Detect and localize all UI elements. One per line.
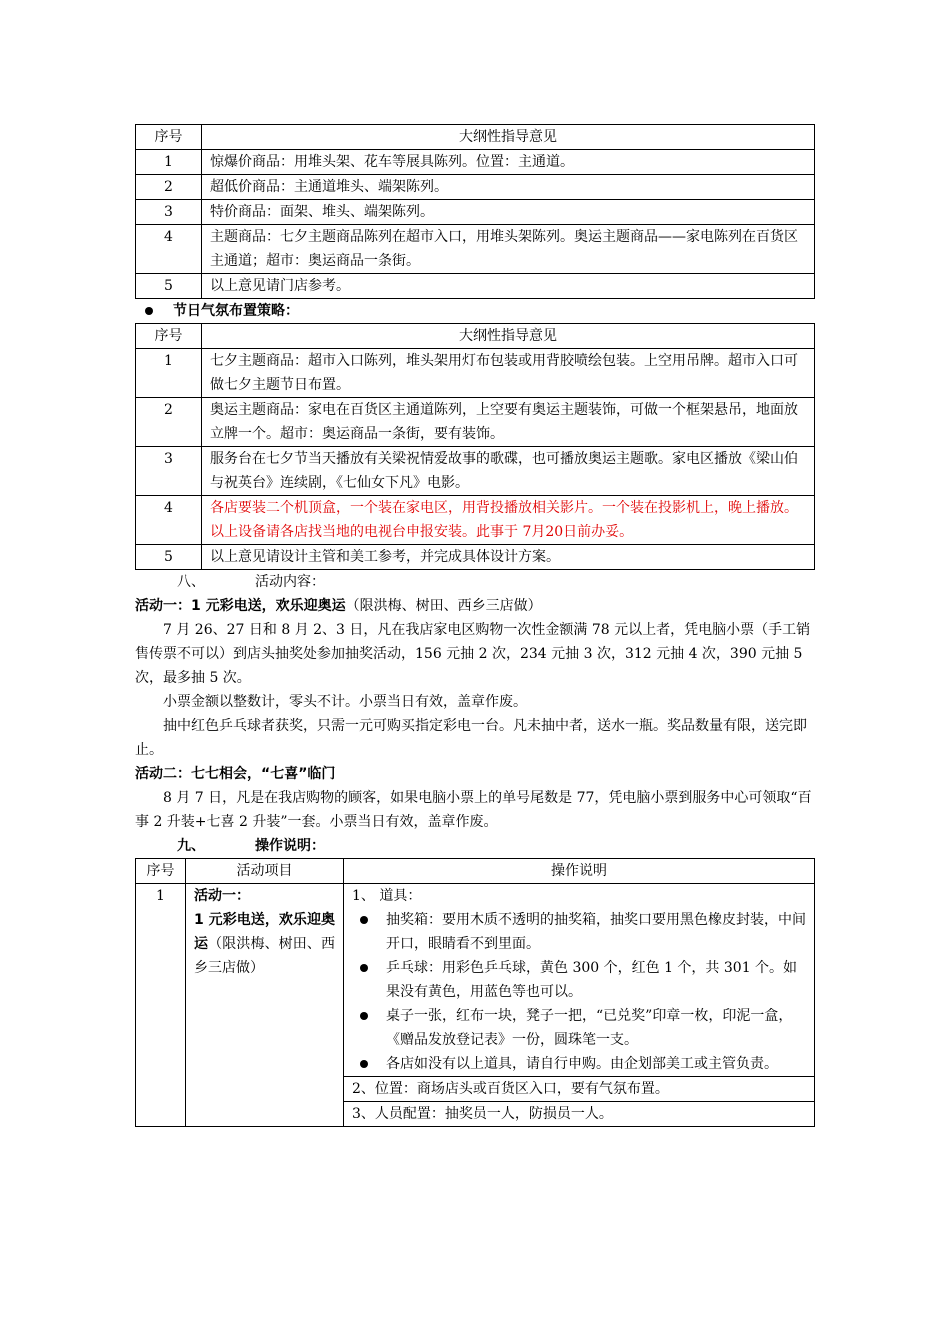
list-item: [352, 908, 806, 956]
col-header-num: 序号: [136, 125, 202, 150]
table-row: [136, 349, 815, 398]
activity-1-title-scope: （限洪梅、树田、西乡三店做）: [345, 598, 542, 614]
activity-1-paragraph: 7 月 26、27 日和 8 月 2、3 日，凡在我店家电区购物一次性金额满 78 元以上者，凭电脑小票（手工销售传票不可以）到店头抽奖处参加抽奖活动，156 元抽 2 次，234 元抽 3 次，312 元抽 4 次，390 元抽 5 次，最多抽 5 次。: [135, 622, 811, 686]
table-row: [136, 884, 815, 1077]
col-header-operation: 操作说明: [344, 859, 815, 884]
project-title-2: [194, 908, 335, 980]
row-num: 1: [136, 349, 202, 398]
festival-section-heading: [135, 299, 815, 323]
table-row: [136, 398, 815, 447]
section-title: 活动内容：: [255, 574, 325, 590]
tool-text: 抽奖箱：要用木质不透明的抽奖箱，抽奖口要用黑色橡皮封装，中间开口，眼睛看不到里面。: [386, 912, 806, 952]
activity-2-paragraph: 8 月 7 日，凡是在我店购物的顾客，如果电脑小票上的单号尾数是 77，凭电脑小票到服务中心可领取“百事 2 升装+七喜 2 升装”一套。小票当日有效，盖章作废。: [135, 790, 812, 830]
section-number: 九、: [177, 838, 205, 854]
row-text: 主题商品：七夕主题商品陈列在超市入口，用堆头架陈列。奥运主题商品——家电陈列在百货区主通道；超市：奥运商品一条街。: [202, 225, 815, 274]
bullet-icon: [145, 307, 153, 315]
table-header-row: [136, 324, 815, 349]
table-row: [136, 225, 815, 274]
activity-1-paragraph: 小票金额以整数计，零头不计。小票当日有效，盖章作废。: [163, 694, 527, 710]
table-header-row: [136, 859, 815, 884]
operation-table: [135, 858, 815, 1127]
row-num: 5: [136, 545, 202, 570]
section-title: 操作说明：: [255, 838, 325, 854]
activity-2-title: 活动二：七七相会，“七喜”临门: [135, 766, 336, 782]
section-9-heading: [135, 834, 815, 858]
list-item: [352, 1004, 806, 1052]
row-text: 特价商品：面架、堆头、端架陈列。: [202, 200, 815, 225]
festival-section-title: 节日气氛布置策略：: [173, 303, 299, 319]
bullet-icon: [360, 1060, 368, 1068]
list-item: [352, 1052, 806, 1076]
row-text: 服务台在七夕节当天播放有关梁祝情爱故事的歌碟，也可播放奥运主题歌。家电区播放《梁山伯与祝英台》连续剧，《七仙女下凡》电影。: [202, 447, 815, 496]
row-num: 1: [136, 150, 202, 175]
row-text: 以上意见请设计主管和美工参考，并完成具体设计方案。: [202, 545, 815, 570]
activity-1-paragraph: 抽中红色乒乓球者获奖，只需一元可购买指定彩电一台。凡未抽中者，送水一瓶。奖品数量有限，送完即止。: [135, 718, 807, 758]
row-num: 3: [136, 200, 202, 225]
tools-title: 1、 道具：: [352, 888, 422, 904]
row-num: 5: [136, 274, 202, 299]
bullet-icon: [360, 964, 368, 972]
table-row: [136, 200, 815, 225]
col-header-num: 序号: [136, 859, 186, 884]
activity-1-title: [135, 594, 815, 618]
row-text: 超低价商品：主通道堆头、端架陈列。: [202, 175, 815, 200]
table-row: [136, 545, 815, 570]
display-strategy-table: [135, 124, 815, 299]
col-header-num: 序号: [136, 324, 202, 349]
tools-list: [352, 908, 806, 1076]
row-text: 惊爆价商品：用堆头架、花车等展具陈列。位置：主通道。: [202, 150, 815, 175]
row-text-highlighted: 各店要装二个机顶盒，一个装在家电区，用背投播放相关影片。一个装在投影机上，晚上播放。以上设备请各店找当地的电视台申报安装。此事于 7月20日前办妥。: [202, 496, 815, 545]
list-item: [352, 956, 806, 1004]
project-cell: [186, 884, 344, 1127]
col-header-guidance: 大纲性指导意见: [202, 324, 815, 349]
row-num: 3: [136, 447, 202, 496]
table-row: [136, 274, 815, 299]
bullet-icon: [360, 1012, 368, 1020]
table-row: [136, 150, 815, 175]
col-header-project: 活动项目: [186, 859, 344, 884]
row-num: 4: [136, 496, 202, 545]
activity-1-title-bold: 活动一：1 元彩电送，欢乐迎奥运: [135, 598, 346, 614]
table-header-row: [136, 125, 815, 150]
row-text: 以上意见请门店参考。: [202, 274, 815, 299]
tool-text: 各店如没有以上道具，请自行申购。由企划部美工或主管负责。: [386, 1056, 778, 1072]
row-num: 2: [136, 175, 202, 200]
position-cell: 2、位置：商场店头或百货区入口，要有气氛布置。: [344, 1077, 815, 1102]
row-text: 奥运主题商品：家电在百货区主通道陈列，上空要有奥运主题装饰，可做一个框架悬吊，地面放立牌一个。超市：奥运商品一条街，要有装饰。: [202, 398, 815, 447]
row-num: 4: [136, 225, 202, 274]
festival-atmosphere-table: [135, 323, 815, 570]
table-row: [136, 447, 815, 496]
section-8-heading: [135, 570, 815, 594]
section-number: 八、: [177, 574, 205, 590]
row-num: 1: [136, 884, 186, 1127]
staff-cell: 3、人员配置：抽奖员一人，防损员一人。: [344, 1102, 815, 1127]
project-title-1: 活动一：: [194, 888, 250, 904]
bullet-icon: [360, 916, 368, 924]
tools-cell: [344, 884, 815, 1077]
table-row: [136, 496, 815, 545]
tool-text: 桌子一张，红布一块，凳子一把，“已兑奖”印章一枚，印泥一盒，《赠品发放登记表》一份，圆珠笔一支。: [386, 1008, 793, 1048]
table-row: [136, 175, 815, 200]
document-page: [135, 124, 815, 1127]
col-header-guidance: 大纲性指导意见: [202, 125, 815, 150]
project-scope: （限洪梅、树田、西乡三店做）: [194, 936, 336, 976]
row-num: 2: [136, 398, 202, 447]
project-title-bold: 1 元彩电送，欢乐迎奥运: [194, 912, 335, 952]
tool-text: 乒乓球：用彩色乒乓球，黄色 300 个，红色 1 个，共 301 个。如果没有黄色，用蓝色等也可以。: [386, 960, 798, 1000]
row-text: 七夕主题商品：超市入口陈列，堆头架用灯布包装或用背胶喷绘包装。上空用吊牌。超市入口可做七夕主题节日布置。: [202, 349, 815, 398]
